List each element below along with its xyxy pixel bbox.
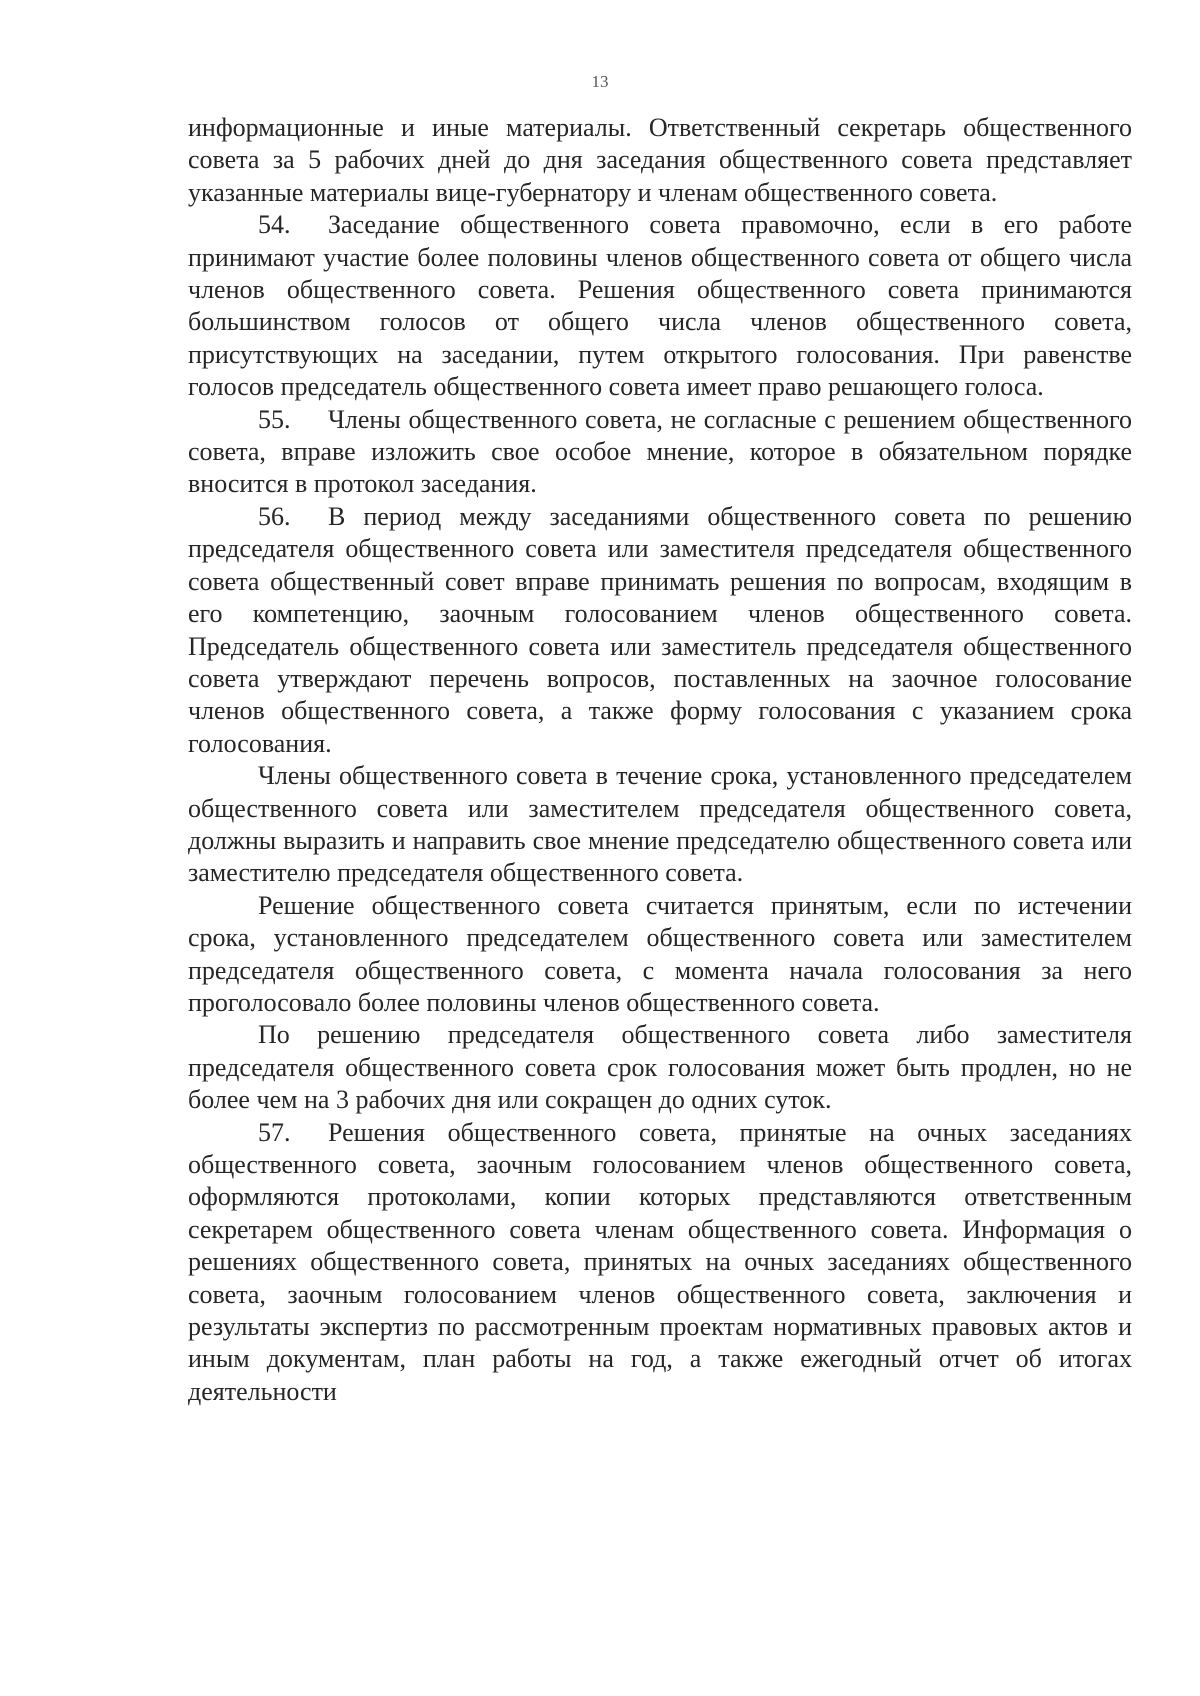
paragraph-56-decision xyxy=(188,890,1132,1020)
paragraph-number: 55. xyxy=(258,404,291,434)
paragraph-text: Заседание общественного совета правомочно, если в его работе принимают участие более половины членов общественного совета от общего числа членов общественного совета. Решения общественного совета принимаются большинством голосов от общего числа членов общественного совета, присутствующих на заседании, путем открытого голосования. При равенстве голосов председатель общественного совета имеет право решающего голоса. xyxy=(188,210,1132,402)
paragraph-56-extension xyxy=(188,1019,1132,1116)
paragraph-54 xyxy=(188,209,1132,403)
paragraph-56 xyxy=(188,501,1132,760)
paragraph-text: По решению председателя общественного совета либо заместителя председателя общественного совета срок голосования может быть продлен, но не более чем на 3 рабочих дня или сокращен до одних суток. xyxy=(188,1020,1132,1115)
paragraph-continuation xyxy=(188,112,1132,209)
paragraph-text: информационные и иные материалы. Ответственный секретарь общественного совета за 5 рабочих дней до дня заседания общественного совета представляет указанные материалы вице-губернатору и членам общественного совета. xyxy=(188,113,1132,207)
paragraph-number: 56. xyxy=(258,501,291,531)
document-body xyxy=(188,112,1132,1408)
paragraph-text: Члены общественного совета в течение срока, установленного председателем общественного совета или заместителем председателя общественного совета, должны выразить и направить свое мнение председателю общественного совета или заместителю председателя общественного совета. xyxy=(188,761,1132,888)
paragraph-55 xyxy=(188,404,1132,501)
paragraph-text: В период между заседаниями общественного совета по решению председателя общественного совета или заместителя председателя общественного совета общественный совет вправе принимать решения по вопросам, входящим в его компетенцию, заочным голосованием членов общественного совета. Председатель общественного совета или заместитель председателя общественного совета утверждают перечень вопросов, поставленных на заочное голосование членов общественного совета, а также форму голосования с указанием срока голосования. xyxy=(188,501,1132,758)
paragraph-number: 54. xyxy=(258,210,291,240)
paragraph-text: Члены общественного совета, не согласные с решением общественного совета, вправе изложить свое особое мнение, которое в обязательном порядке вносится в протокол заседания. xyxy=(188,404,1132,499)
paragraph-text: Решения общественного совета, принятые на очных заседаниях общественного совета, заочным голосованием членов общественного совета, оформляются протоколами, копии которых представляются ответственным секретарем общественного совета членам общественного совета. Информация о решениях общественного совета, принятых на очных заседаниях общественного совета, заочным голосованием членов общественного совета, заключения и результаты экспертиз по рассмотренным проектам нормативных правовых актов и иным документам, план работы на год, а также ежегодный отчет об итогах деятельности xyxy=(188,1117,1132,1406)
paragraph-56-members xyxy=(188,760,1132,890)
page-number: 13 xyxy=(591,72,609,91)
paragraph-number: 57. xyxy=(258,1117,291,1147)
paragraph-text: Решение общественного совета считается принятым, если по истечении срока, установленного председателем общественного совета или заместителем председателя общественного совета, с момента начала голосования за него проголосовало более половины членов общественного совета. xyxy=(188,890,1132,1017)
paragraph-57 xyxy=(188,1117,1132,1409)
